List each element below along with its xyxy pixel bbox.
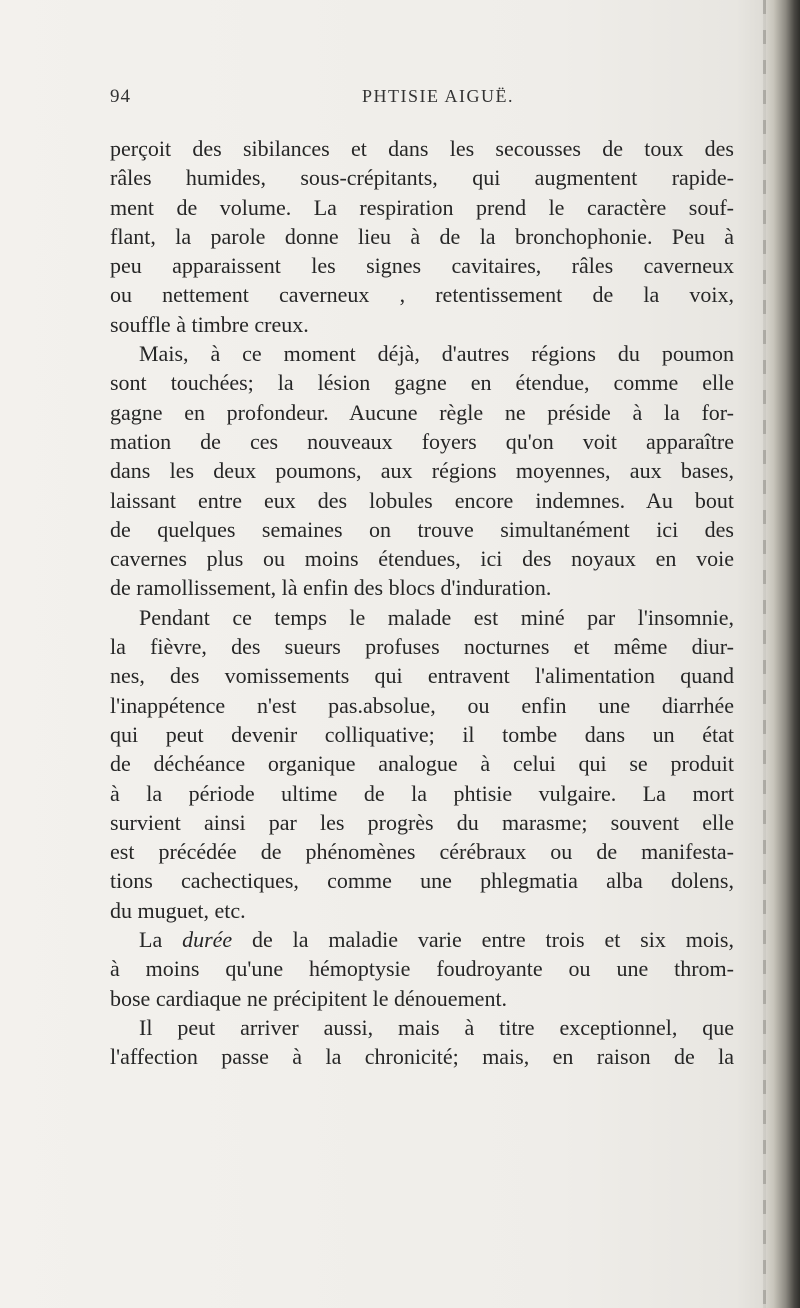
text-line: est précédée de phénomènes cérébraux ou de manifesta- (110, 839, 734, 865)
italic-term: durée (182, 927, 233, 953)
text-line: bose cardiaque ne précipitent le dénouement. (110, 985, 508, 1011)
text-line: de ramollissement, là enfin des blocs d'induration. (110, 575, 552, 601)
text-line: râles humides, sous-crépitants, qui augmentent rapide- (110, 165, 734, 191)
text-line: Il peut arriver aussi, mais à titre exceptionnel, que (139, 1014, 734, 1040)
text-line: sont touchées; la lésion gagne en étendue, comme elle (110, 370, 734, 396)
text-line: souffle à timbre creux. (110, 311, 309, 337)
text-line: du muguet, etc. (110, 897, 246, 923)
text-segment: La (139, 927, 183, 953)
text-line: nes, des vomissements qui entravent l'alimentation quand (110, 663, 734, 689)
text-line: de déchéance organique analogue à celui qui se produit (110, 751, 734, 777)
paragraph (110, 1013, 734, 1072)
text-line: à la période ultime de la phtisie vulgaire. La mort (110, 780, 734, 806)
text-line: la fièvre, des sueurs profuses nocturnes et même diur- (110, 634, 734, 660)
page-header (110, 86, 732, 116)
page-number: 94 (110, 86, 131, 107)
paragraph (110, 134, 734, 339)
text-line: Mais, à ce moment déjà, d'autres régions du poumon (139, 341, 734, 367)
text-line: survient ainsi par les progrès du marasme; souvent elle (110, 809, 734, 835)
text-line: ment de volume. La respiration prend le caractère souf- (110, 194, 734, 220)
text-line: gagne en profondeur. Aucune règle ne préside à la for- (110, 399, 734, 425)
text-line: flant, la parole donne lieu à de la bronchophonie. Peu à (110, 223, 734, 249)
text-line: mation de ces nouveaux foyers qu'on voit apparaître (110, 428, 734, 454)
text-line: de quelques semaines on trouve simultanément ici des (110, 516, 734, 542)
text-line: cavernes plus ou moins étendues, ici des noyaux en voie (110, 546, 734, 572)
text-line: Pendant ce temps le malade est miné par l'insomnie, (139, 604, 734, 630)
text-line: peu apparaissent les signes cavitaires, râles caverneux (110, 253, 734, 279)
text-line: perçoit des sibilances et dans les secousses de toux des (110, 136, 734, 161)
text-line: à moins qu'une hémoptysie foudroyante ou une throm- (110, 956, 734, 982)
text-line: qui peut devenir colliquative; il tombe dans un état (110, 721, 734, 747)
text-line: dans les deux poumons, aux régions moyennes, aux bases, (110, 458, 734, 484)
text-line: laissant entre eux des lobules encore indemnes. Au bout (110, 487, 734, 513)
text-segment: de la maladie varie entre trois et six mois, (232, 927, 734, 953)
running-title: PHTISIE AIGUË. (362, 86, 514, 106)
book-binding-shadow (762, 0, 800, 1308)
text-line: l'affection passe à la chronicité; mais, en raison de la (110, 1044, 734, 1070)
text-line: l'inappétence n'est pas.absolue, ou enfin une diarrhée (110, 692, 734, 718)
binding-edge-texture (763, 0, 766, 1308)
body-text (110, 134, 734, 1072)
text-line (110, 925, 734, 954)
paragraph (110, 925, 734, 1013)
paragraph (110, 603, 734, 925)
text-line: ou nettement caverneux , retentissement de la voix, (110, 282, 734, 308)
paragraph (110, 339, 734, 603)
text-line: tions cachectiques, comme une phlegmatia alba dolens, (110, 868, 734, 894)
